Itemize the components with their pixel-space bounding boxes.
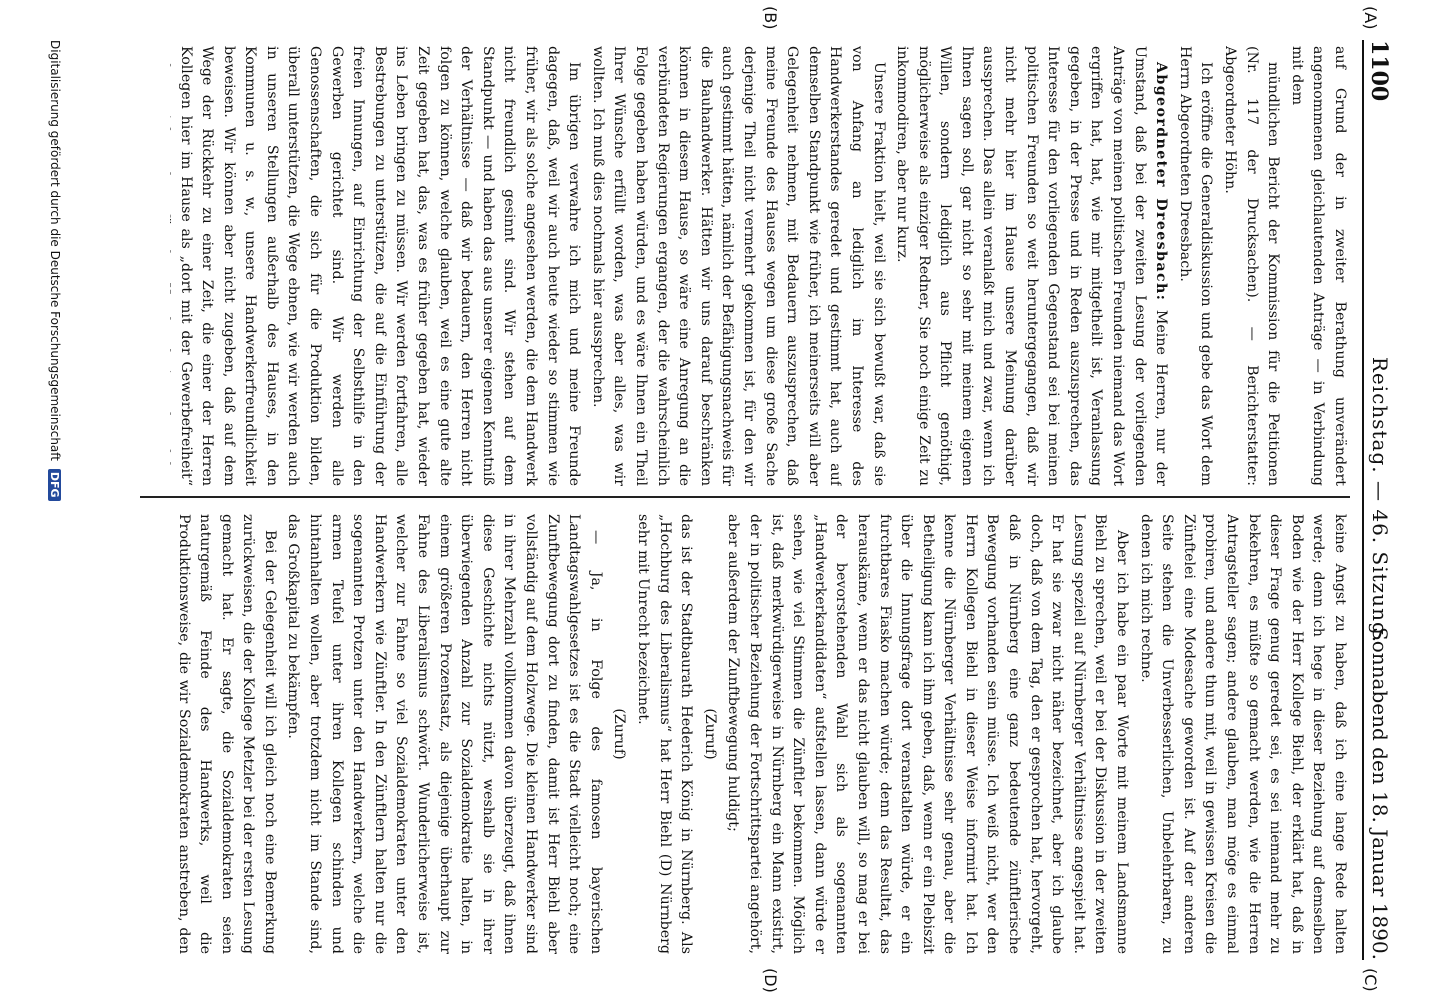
- paragraph: Aber ich habe ein paar Worte mit meinem Landsmanne Biehl zu sprechen, weil er bei der Diskussion in der zweiten Lesung speziell auf Nürnberger Verhältnisse angespielt hat. Er hat sie zwar nicht näher bezeichnet, aber ich glaube doch, daß von dem Tag, den er gesprochen hat, hervorgeht, daß in Nürnberg eine ganz bedeutende zünftlerische Bewegung vorhanden sein müsse. Ich weiß nicht, wer den Herrn Kollegen Biehl in dieser Weise informirt hat. Ich kenne die Nürnberger Verhältnisse sehr genau, aber die Betheiligung kann ich ihm geben, daß, wenn er ein Plebiszit über die Innungsfrage dort veranstalten würde, er ein furchtbares Fiasko machen würde; denn das Resultat, das herauskäme, wenn er das nicht glauben will, so mag er bei der bevorstehenden Wahl sich als sogenannten „Handwerkerkandidaten“ aufstellen lassen, dann würde er sehen, wie viel Stimmen die Zünftler bekommen. Möglich ist, daß merkwürdigerweise in Nürnberg ein Mann existirt, der in politischer Beziehung der Fortschrittspartei angehört, aber außerdem der Zunftbewegung huldigt;: [725, 514, 1131, 954]
- paragraph: auf Grund der in zweiter Berathung unverändert angenommenen gleichlautenden Anträge — in Verbindung mit dem: [1288, 46, 1348, 486]
- paragraph: — Ja, in Folge des famosen bayerischen Landtagswahlgesetzes ist es die Stadt vielleicht noch; eine Zunftbewegung dort zu finden, damit ist Herr Biehl aber vollständig auf dem Holzwege. Die kleinen Handwerker sind in ihrer Mehrzahl vollkommen davon überzeugt, daß ihnen diese Geschichte nichts nützt, weshalb sie in ihrer überwiegenden Anzahl zur Sozialdemokratie halten, in einem größeren Prozentsatz, als diejenige überhaupt zur Fahne des Liberalismus schwört. Wunderlicherweise ist, welcher zur Fahne so viel Sozialdemokraten unter den Handwerkern wie Zünftler. In den Zünftlern halten nur die sogenannten Protzen unter den Handwerkern, welche die armen Teufel unter ihren Kollegen schinden und hintanhalten wollen, aber trotzdem nicht im Stande sind, das Großkapital zu bekämpfen.: [285, 514, 604, 954]
- paragraph: Ich eröffne die Generaldiskussion und gebe das Wort dem Herrn Abgeordneten Dreesbach.: [1176, 46, 1215, 486]
- paragraph: Im übrigen verwahre ich mich und meine Freunde dagegen, daß, weil wir auch heute wieder so stimmen wie früher, wir als solche angesehen werden, die dem Handwerk nicht freundlich gesinnt sind. Wir stehen auf dem Standpunkt — und haben das aus unserer eigenen Kenntniß der Verhältnisse — daß wir bedauern, den Herren nicht folgen zu können, welche glauben, weil es eine gute alte Zeit gegeben hat, das, was es früher gegeben hat, wieder ins Leben bringen zu müssen. Wir werden fortfahren, alle Bestrebungen zu unterstützen, die auf die Einführung der freien Innungen, auf Einrichtung der Selbsthilfe in den Gewerben gerichtet sind. Wir werden alle Genossenschaften, die sich für die Produktion bilden, überall unterstützen, die Wege ebnen, wie wir werden auch in unseren Stellungen außerhalb des Hauses, in den Kommunen u. s. w., unsere Handwerkerfreundlichkeit beweisen. Wir können aber nicht zugeben, daß auf dem Wege der Rückkehr zu einer Zeit, die einer der Herren Kollegen hier im Hause als „dort mit der Gewerbefreiheit“: [177, 46, 583, 486]
- session-date: Sonnabend den 18. Januar 1890.: [1368, 627, 1392, 960]
- paragraph: keine Angst zu haben, daß ich eine lange Rede halten werde; denn ich hege in dieser Beziehung auf demselben Boden wie der Herr Kollege Biehl, der erklärt hat, daß in dieser Frage genug geredet sei, es sei niemand mehr zu bekehren, es müßte so gemacht werden, wie die Herren Antragsteller sagen; andere glauben, man möge es einmal probiren, und andere thun mit, weil in gewissen Kreisen die Zünftelei eine Modesache geworden ist. Auf der anderen Seite stehen die Unverbesserlichen, Unbelehrbaren, zu denen ich mich rechne.: [1137, 514, 1348, 954]
- left-column: [170, 46, 1350, 486]
- paragraph: Unsere Fraktion hielt, weil sie sich bewußt war, daß sie von Anfang an lediglich im Interesse des Handwerkerstandes geredet und gestimmt hat, auch auf demselben Standpunkt wie früher, ich meinerseits will aber Gelegenheit nehmen, mit Bedauern auszusprechen, daß meine Freunde des Hauses wegen um diese große Sache derjenige Theil nicht vermehrt gekommen ist, für den wir auch gestimmt hätten, nämlich der Befähigungsnachweis für die Bauhandwerker. Hätten wir uns darauf beschränken können in diesem Hause, so wäre eine Anregung an die verbündeten Regierungen ergangen, der die wahrscheinlich Folge gegeben haben würden, und es wäre Ihnen ein Theil Ihrer Wünsche erfüllt worden, was aber alles, was wir wollten. Ich muß dies nochmals hier aussprechen.: [589, 46, 887, 486]
- speech-paragraph: [891, 46, 1172, 486]
- interjection: (Zuruf): [611, 708, 628, 760]
- scanned-page: [20, 0, 1410, 1000]
- page-number: 1100: [1366, 40, 1392, 102]
- speech-text: Meine Herren, nur der Umstand, daß bei der zweiten Lesung der vorliegenden Anträge von meinen politischen Freunden niemand das Wort ergriffen hat, hat, wie mir mitgetheilt ist, Veranlassung gegeben, in der Presse und in Reden auszusprechen, das Interesse für den vorliegenden Gegenstand sei bei meinen politischen Freunden so weit heruntergegangen, daß wir nicht mehr hier im Hause unsere Meinung darüber aussprechen. Das allein veranlaßt mich und zwar, wenn ich Ihnen sagen soll, gar nicht so sehr mit meinem eigenen Willen, sondern lediglich aus Pflicht genöthigt, möglicherweise als einziger Redner, Sie noch einige Zeit zu inkommodiren, aber nur kurz.: [894, 46, 1170, 486]
- dfg-logo-icon: DFG: [48, 469, 61, 501]
- right-column: [170, 514, 1350, 954]
- page-header: [1362, 40, 1398, 960]
- margin-marker-c: (C): [1361, 968, 1380, 992]
- credit-text: Digitalisierung gefördert durch die Deutsche Forschungsgemeinschaft: [48, 40, 62, 462]
- paragraph: das ist der Stadtbaurath Hederich König in Nürnberg. Als „Hochburg des Liberalismus“ hat Herr Biehl (D) Nürnberg sehr mit Unrecht bezeichnet.: [635, 514, 695, 954]
- digitization-credit: [48, 40, 62, 501]
- page-title: Reichstag. — 46. Sitzung.: [1368, 356, 1392, 644]
- paragraph: Bei der Gelegenheit will ich gleich noch eine Bemerkung zurückweisen, die der Kollege Metzler bei der ersten Lesung gemacht hat. Er sagte, die Sozialdemokraten seien naturgemäß Feinde des Handwerks, weil die Produktionsweise, die wir Sozialdemokraten anstreben, den: [175, 514, 278, 954]
- interjection: (Zuruf): [701, 708, 718, 760]
- margin-marker-b: (B): [761, 6, 780, 30]
- column-divider: [140, 496, 1350, 498]
- margin-marker-d: (D): [761, 968, 780, 993]
- speaker-name: Abgeordneter Dreesbach:: [1153, 62, 1170, 302]
- paragraph: mündlichen Bericht der Kommission für die Petitionen (Nr. 117 der Drucksachen). — Berichterstatter: Abgeordneter Höhn.: [1222, 46, 1282, 486]
- margin-marker-a: (A): [1361, 6, 1380, 30]
